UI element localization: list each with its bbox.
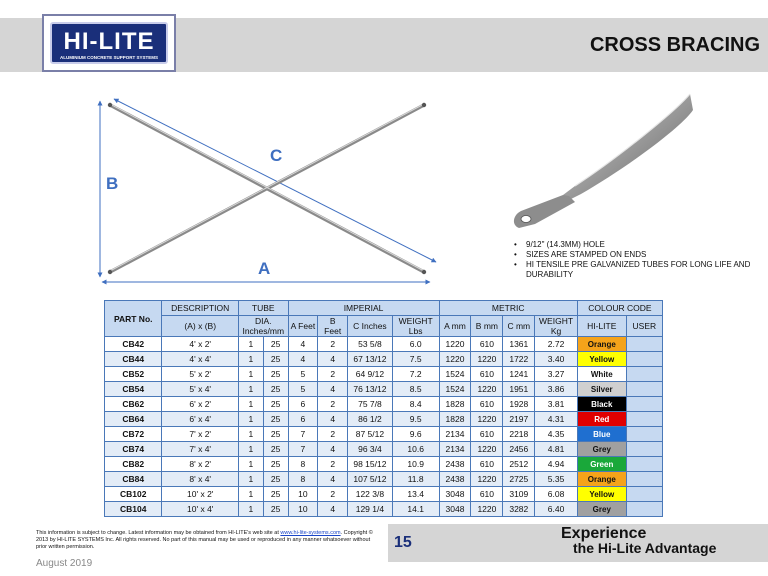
description-cell: 4' x 4' [162, 352, 239, 367]
tube-dia-inch-cell: 1 [239, 442, 264, 457]
part-no-cell: CB84 [105, 472, 162, 487]
imperial-a-cell: 5 [288, 382, 318, 397]
user-colour-cell [626, 472, 662, 487]
metric-b-cell: 610 [471, 457, 503, 472]
tube-dia-mm-cell: 25 [263, 352, 288, 367]
metric-weight-cell: 2.72 [535, 337, 578, 352]
tube-dia-mm-cell: 25 [263, 457, 288, 472]
imperial-b-cell: 2 [318, 397, 348, 412]
user-colour-cell [626, 367, 662, 382]
tube-dia-inch-cell: 1 [239, 352, 264, 367]
tube-dia-inch-cell: 1 [239, 457, 264, 472]
imperial-weight-cell: 10.9 [392, 457, 439, 472]
imperial-c-cell: 87 5/12 [348, 427, 393, 442]
imperial-b-cell: 4 [318, 472, 348, 487]
imperial-c-cell: 67 13/12 [348, 352, 393, 367]
user-colour-cell [626, 427, 662, 442]
col-header-tube: TUBE [239, 301, 289, 316]
imperial-b-cell: 4 [318, 442, 348, 457]
tube-dia-mm-cell: 25 [263, 412, 288, 427]
imperial-b-cell: 2 [318, 337, 348, 352]
table-row [105, 487, 663, 502]
table-row [105, 442, 663, 457]
user-colour-cell [626, 487, 662, 502]
metric-c-cell: 1241 [503, 367, 535, 382]
col-header-met-c: C mm [503, 316, 535, 337]
metric-b-cell: 1220 [471, 382, 503, 397]
metric-b-cell: 1220 [471, 412, 503, 427]
table-row [105, 397, 663, 412]
tube-dia-mm-cell: 25 [263, 382, 288, 397]
tube-end-hole [422, 103, 426, 107]
part-no-cell: CB52 [105, 367, 162, 382]
imperial-b-cell: 2 [318, 367, 348, 382]
imperial-a-cell: 7 [288, 442, 318, 457]
tube-dia-inch-cell: 1 [239, 502, 264, 517]
metric-b-cell: 610 [471, 397, 503, 412]
tube-dia-inch-cell: 1 [239, 472, 264, 487]
col-header-met-b: B mm [471, 316, 503, 337]
imperial-a-cell: 8 [288, 472, 318, 487]
imperial-a-cell: 6 [288, 412, 318, 427]
table-row [105, 382, 663, 397]
tube-dia-inch-cell: 1 [239, 427, 264, 442]
col-header-colour-code: COLOUR CODE [577, 301, 662, 316]
imperial-weight-cell: 6.0 [392, 337, 439, 352]
metric-c-cell: 1951 [503, 382, 535, 397]
description-cell: 8' x 2' [162, 457, 239, 472]
part-no-cell: CB82 [105, 457, 162, 472]
user-colour-cell [626, 397, 662, 412]
page-title: CROSS BRACING [589, 34, 760, 56]
description-cell: 6' x 2' [162, 397, 239, 412]
hi-lite-colour-cell: Orange [577, 337, 626, 352]
part-no-cell: CB62 [105, 397, 162, 412]
tube-dia-mm-cell: 25 [263, 427, 288, 442]
hi-lite-colour-cell: Blue [577, 427, 626, 442]
user-colour-cell [626, 502, 662, 517]
imperial-c-cell: 122 3/8 [348, 487, 393, 502]
imperial-b-cell: 2 [318, 487, 348, 502]
metric-b-cell: 610 [471, 427, 503, 442]
imperial-b-cell: 4 [318, 502, 348, 517]
tube-dia-mm-cell: 25 [263, 397, 288, 412]
description-cell: 10' x 2' [162, 487, 239, 502]
imperial-c-cell: 53 5/8 [348, 337, 393, 352]
metric-weight-cell: 4.81 [535, 442, 578, 457]
part-no-cell: CB42 [105, 337, 162, 352]
metric-a-cell: 2438 [439, 472, 471, 487]
col-header-imp-a: A Feet [288, 316, 318, 337]
imperial-weight-cell: 8.4 [392, 397, 439, 412]
metric-c-cell: 1928 [503, 397, 535, 412]
spec-table-body [105, 337, 663, 517]
label-a: A [258, 259, 271, 278]
imperial-weight-cell: 7.2 [392, 367, 439, 382]
imperial-a-cell: 10 [288, 487, 318, 502]
col-header-imp-weight: WEIGHT Lbs [392, 316, 439, 337]
imperial-weight-cell: 10.6 [392, 442, 439, 457]
imperial-c-cell: 75 7/8 [348, 397, 393, 412]
imperial-a-cell: 6 [288, 397, 318, 412]
feature-item: • 9/12" (14.3MM) HOLE [512, 240, 752, 250]
user-colour-cell [626, 337, 662, 352]
part-no-cell: CB54 [105, 382, 162, 397]
imperial-a-cell: 8 [288, 457, 318, 472]
tube-end-hole [108, 270, 112, 274]
part-no-cell: CB104 [105, 502, 162, 517]
imperial-c-cell: 129 1/4 [348, 502, 393, 517]
tube-dia-inch-cell: 1 [239, 367, 264, 382]
metric-a-cell: 1524 [439, 367, 471, 382]
metric-a-cell: 1220 [439, 352, 471, 367]
hi-lite-colour-cell: Yellow [577, 352, 626, 367]
metric-b-cell: 1220 [471, 502, 503, 517]
label-c: C [270, 146, 283, 165]
description-cell: 5' x 4' [162, 382, 239, 397]
metric-c-cell: 2512 [503, 457, 535, 472]
metric-b-cell: 1220 [471, 442, 503, 457]
metric-a-cell: 3048 [439, 502, 471, 517]
notice-text: This information is subject to change. Latest information may be obtained from HI-LITE's web site at [36, 530, 281, 536]
logo-badge [50, 22, 168, 64]
col-header-imp-c: C Inches [348, 316, 393, 337]
metric-b-cell: 610 [471, 487, 503, 502]
metric-b-cell: 1220 [471, 352, 503, 367]
metric-weight-cell: 6.08 [535, 487, 578, 502]
table-row [105, 337, 663, 352]
metric-weight-cell: 4.31 [535, 412, 578, 427]
imperial-a-cell: 7 [288, 427, 318, 442]
imperial-weight-cell: 13.4 [392, 487, 439, 502]
tube-end-hole [521, 216, 531, 223]
user-colour-cell [626, 412, 662, 427]
col-header-imperial: IMPERIAL [288, 301, 439, 316]
hi-lite-colour-cell: Grey [577, 502, 626, 517]
tube-end-photo [505, 90, 695, 240]
tube-dia-inch-cell: 1 [239, 412, 264, 427]
col-header-hi-lite: HI-LITE [577, 316, 626, 337]
user-colour-cell [626, 382, 662, 397]
imperial-b-cell: 2 [318, 457, 348, 472]
imperial-weight-cell: 14.1 [392, 502, 439, 517]
user-colour-cell [626, 442, 662, 457]
imperial-b-cell: 4 [318, 352, 348, 367]
metric-c-cell: 2725 [503, 472, 535, 487]
metric-a-cell: 3048 [439, 487, 471, 502]
imperial-weight-cell: 11.8 [392, 472, 439, 487]
tube-dia-inch-cell: 1 [239, 487, 264, 502]
col-header-part-no: PART No. [105, 301, 162, 337]
tube-dia-mm-cell: 25 [263, 472, 288, 487]
legal-notice [36, 530, 381, 551]
metric-c-cell: 3109 [503, 487, 535, 502]
metric-c-cell: 2197 [503, 412, 535, 427]
col-header-desc-ab: (A) x (B) [162, 316, 239, 337]
publication-date: August 2019 [36, 558, 93, 569]
table-row [105, 457, 663, 472]
tagline-line-1: Experience [561, 525, 647, 542]
metric-c-cell: 2456 [503, 442, 535, 457]
imperial-c-cell: 76 13/12 [348, 382, 393, 397]
metric-weight-cell: 3.81 [535, 397, 578, 412]
tube-dia-inch-cell: 1 [239, 337, 264, 352]
table-row [105, 472, 663, 487]
metric-weight-cell: 6.40 [535, 502, 578, 517]
hi-lite-colour-cell: White [577, 367, 626, 382]
metric-b-cell: 610 [471, 337, 503, 352]
metric-c-cell: 1722 [503, 352, 535, 367]
user-colour-cell [626, 352, 662, 367]
col-header-metric: METRIC [439, 301, 577, 316]
tube-dia-mm-cell: 25 [263, 337, 288, 352]
metric-c-cell: 3282 [503, 502, 535, 517]
description-cell: 6' x 4' [162, 412, 239, 427]
user-colour-cell [626, 457, 662, 472]
label-b: B [106, 174, 119, 193]
tube-end-hole [422, 270, 426, 274]
metric-weight-cell: 4.35 [535, 427, 578, 442]
cross-bracing-diagram [90, 95, 450, 285]
hi-lite-colour-cell: Silver [577, 382, 626, 397]
hi-lite-colour-cell: Yellow [577, 487, 626, 502]
col-header-user: USER [626, 316, 662, 337]
part-no-cell: CB44 [105, 352, 162, 367]
metric-b-cell: 610 [471, 367, 503, 382]
imperial-weight-cell: 8.5 [392, 382, 439, 397]
hi-lite-colour-cell: Grey [577, 442, 626, 457]
tube-dia-mm-cell: 25 [263, 442, 288, 457]
part-no-cell: CB64 [105, 412, 162, 427]
logo-text: HI-LITE [63, 28, 155, 55]
metric-c-cell: 2218 [503, 427, 535, 442]
tube-dia-inch-cell: 1 [239, 382, 264, 397]
description-cell: 8' x 4' [162, 472, 239, 487]
feature-item: • SIZES ARE STAMPED ON ENDS [512, 250, 752, 260]
imperial-weight-cell: 9.6 [392, 427, 439, 442]
hi-lite-colour-cell: Red [577, 412, 626, 427]
imperial-b-cell: 4 [318, 412, 348, 427]
col-header-met-a: A mm [439, 316, 471, 337]
metric-b-cell: 1220 [471, 472, 503, 487]
metric-weight-cell: 3.40 [535, 352, 578, 367]
imperial-a-cell: 4 [288, 352, 318, 367]
col-header-imp-b: B Feet [318, 316, 348, 337]
metric-a-cell: 1524 [439, 382, 471, 397]
imperial-c-cell: 64 9/12 [348, 367, 393, 382]
tube-dia-inch-cell: 1 [239, 397, 264, 412]
tube-end-hole [108, 103, 112, 107]
part-no-cell: CB72 [105, 427, 162, 442]
table-row [105, 412, 663, 427]
description-cell: 7' x 4' [162, 442, 239, 457]
table-row [105, 367, 663, 382]
metric-weight-cell: 3.86 [535, 382, 578, 397]
imperial-c-cell: 86 1/2 [348, 412, 393, 427]
tube-dia-mm-cell: 25 [263, 502, 288, 517]
metric-a-cell: 1828 [439, 397, 471, 412]
logo-subtext: ALUMINIUM CONCRETE SUPPORT SYSTEMS [59, 55, 158, 60]
metric-weight-cell: 4.94 [535, 457, 578, 472]
metric-a-cell: 2438 [439, 457, 471, 472]
table-row [105, 352, 663, 367]
col-header-met-weight: WEIGHT Kg [535, 316, 578, 337]
tube-dia-mm-cell: 25 [263, 367, 288, 382]
imperial-b-cell: 4 [318, 382, 348, 397]
hi-lite-colour-cell: Orange [577, 472, 626, 487]
imperial-a-cell: 4 [288, 337, 318, 352]
col-header-tube-dia: DIA. Inches/mm [239, 316, 289, 337]
feature-item: • HI TENSILE PRE GALVANIZED TUBES FOR LONG LIFE AND DURABILITY [512, 260, 752, 280]
table-row [105, 502, 663, 517]
metric-weight-cell: 5.35 [535, 472, 578, 487]
description-cell: 7' x 2' [162, 427, 239, 442]
metric-a-cell: 2134 [439, 427, 471, 442]
part-no-cell: CB102 [105, 487, 162, 502]
metric-a-cell: 1220 [439, 337, 471, 352]
imperial-b-cell: 2 [318, 427, 348, 442]
company-logo [42, 14, 176, 72]
description-cell: 10' x 4' [162, 502, 239, 517]
part-no-cell: CB74 [105, 442, 162, 457]
imperial-a-cell: 5 [288, 367, 318, 382]
metric-c-cell: 1361 [503, 337, 535, 352]
imperial-c-cell: 107 5/12 [348, 472, 393, 487]
imperial-c-cell: 96 3/4 [348, 442, 393, 457]
table-row [105, 427, 663, 442]
website-link[interactable]: www.hi-lite-systems.com [280, 530, 341, 536]
page-number: 15 [394, 534, 412, 551]
metric-a-cell: 1828 [439, 412, 471, 427]
metric-weight-cell: 3.27 [535, 367, 578, 382]
notice-text-rest: . Copyright © 2013 by HI-LITE SYSTEMS Inc. All rights reserved. No part of this manual may be used or reproduced in any manner whatsoever without prior written permission. [36, 530, 373, 550]
hi-lite-colour-cell: Black [577, 397, 626, 412]
imperial-a-cell: 10 [288, 502, 318, 517]
tagline-line-2: the Hi-Lite Advantage [573, 540, 717, 556]
col-header-description: DESCRIPTION [162, 301, 239, 316]
feature-list [512, 240, 752, 280]
cross-bracing-spec-table [104, 300, 663, 517]
description-cell: 4' x 2' [162, 337, 239, 352]
imperial-weight-cell: 9.5 [392, 412, 439, 427]
imperial-c-cell: 98 15/12 [348, 457, 393, 472]
hi-lite-colour-cell: Green [577, 457, 626, 472]
metric-a-cell: 2134 [439, 442, 471, 457]
tube-dia-mm-cell: 25 [263, 487, 288, 502]
imperial-weight-cell: 7.5 [392, 352, 439, 367]
description-cell: 5' x 2' [162, 367, 239, 382]
